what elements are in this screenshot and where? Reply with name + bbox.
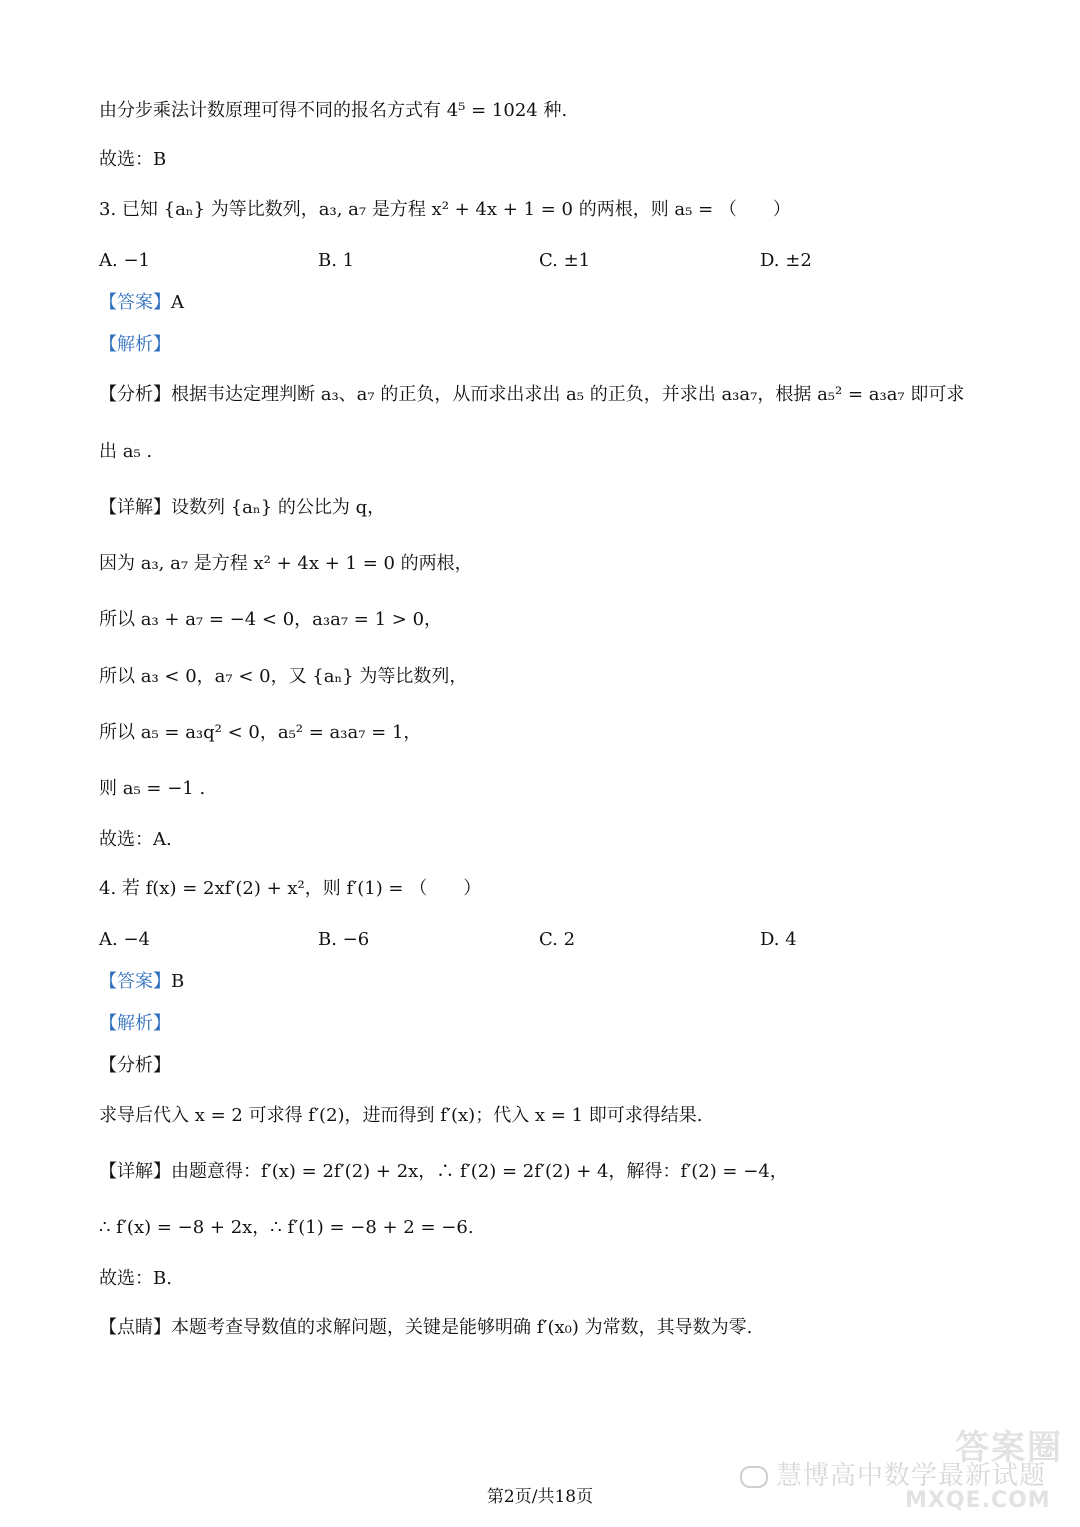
q3-detail-line [99, 494, 385, 522]
jiexi-tag: 【解析】 [99, 334, 171, 355]
q4-option-b: B. −6 [318, 929, 370, 950]
q3-step-3: 所以 a₃ < 0，a₇ < 0，又 {aₙ} 为等比数列， [99, 666, 468, 687]
question-3: 3. 已知 {aₙ} 为等比数列，a₃, a₇ 是方程 x² + 4x + 1 = 0 的两根，则 a₅ = （ ） [99, 199, 791, 220]
page-number: 第2页/共18页 [486, 1487, 594, 1507]
answer-tag: 【答案】 [99, 292, 171, 313]
note-tag: 【点睛】 [99, 1317, 171, 1338]
detail-tag: 【详解】 [99, 1161, 171, 1182]
q3-analysis-line [99, 381, 964, 409]
detail-tag: 【详解】 [99, 497, 171, 518]
q4-note: 本题考查导数值的求解问题，关键是能够明确 f′(x₀) 为常数，其导数为零. [171, 1317, 753, 1338]
q3-step-4: 所以 a₅ = a₃q² < 0，a₅² = a₃a₇ = 1， [99, 722, 422, 743]
q4-note-line [99, 1314, 752, 1342]
q3-answer-line [99, 289, 184, 317]
analysis-tag: 【分析】 [99, 1055, 171, 1076]
jiexi-tag: 【解析】 [99, 1013, 171, 1034]
q4-answer-line [99, 968, 184, 996]
q4-detail: 由题意得：f′(x) = 2f′(2) + 2x，∴ f′(2) = 2f′(2) + 4，解得：f′(2) = −4， [171, 1161, 788, 1182]
answer-tag: 【答案】 [99, 971, 171, 992]
q4-step-1: 求导后代入 x = 2 可求得 f′(2)，进而得到 f′(x)；代入 x = 1 即可求得结果. [99, 1105, 703, 1126]
choice-line: 故选：B [99, 149, 167, 170]
question-4: 4. 若 f(x) = 2xf′(2) + x²，则 f′(1) = （ ） [99, 878, 482, 899]
q3-analysis-cont: 出 a₅ . [99, 441, 153, 462]
watermark: 慧博高中数学最新试题 [740, 1455, 1046, 1492]
q4-option-c: C. 2 [539, 929, 576, 950]
q3-step-1: 因为 a₃, a₇ 是方程 x² + 4x + 1 = 0 的两根， [99, 553, 473, 574]
q3-answer: A [171, 292, 184, 313]
q4-option-a: A. −4 [99, 929, 150, 950]
q4-step-2: ∴ f′(x) = −8 + 2x，∴ f′(1) = −8 + 2 = −6. [99, 1217, 474, 1238]
watermark-stamp: 答案圈 [955, 1428, 1063, 1468]
text-line: 由分步乘法计数原理可得不同的报名方式有 4⁵ = 1024 种. [99, 100, 568, 121]
watermark-site: MXQE.COM [905, 1488, 1051, 1513]
q3-step-5: 则 a₅ = −1 . [99, 778, 206, 799]
analysis-tag: 【分析】 [99, 384, 171, 405]
q4-choice: 故选：B. [99, 1268, 172, 1289]
q3-option-a: A. −1 [99, 250, 150, 271]
q3-choice: 故选：A. [99, 829, 172, 850]
q4-detail-line [99, 1158, 788, 1186]
q3-detail: 设数列 {aₙ} 的公比为 q， [171, 497, 386, 518]
q4-option-d: D. 4 [760, 929, 797, 950]
q4-answer: B [171, 971, 185, 992]
q3-option-b: B. 1 [318, 250, 355, 271]
q3-step-2: 所以 a₃ + a₇ = −4 < 0，a₃a₇ = 1 > 0， [99, 609, 443, 630]
q3-option-c: C. ±1 [539, 250, 591, 271]
q3-option-d: D. ±2 [760, 250, 812, 271]
q3-analysis: 根据韦达定理判断 a₃、a₇ 的正负，从而求出求出 a₅ 的正负，并求出 a₃a₇，根据 a₅² = a₃a₇ 即可求 [171, 384, 965, 405]
